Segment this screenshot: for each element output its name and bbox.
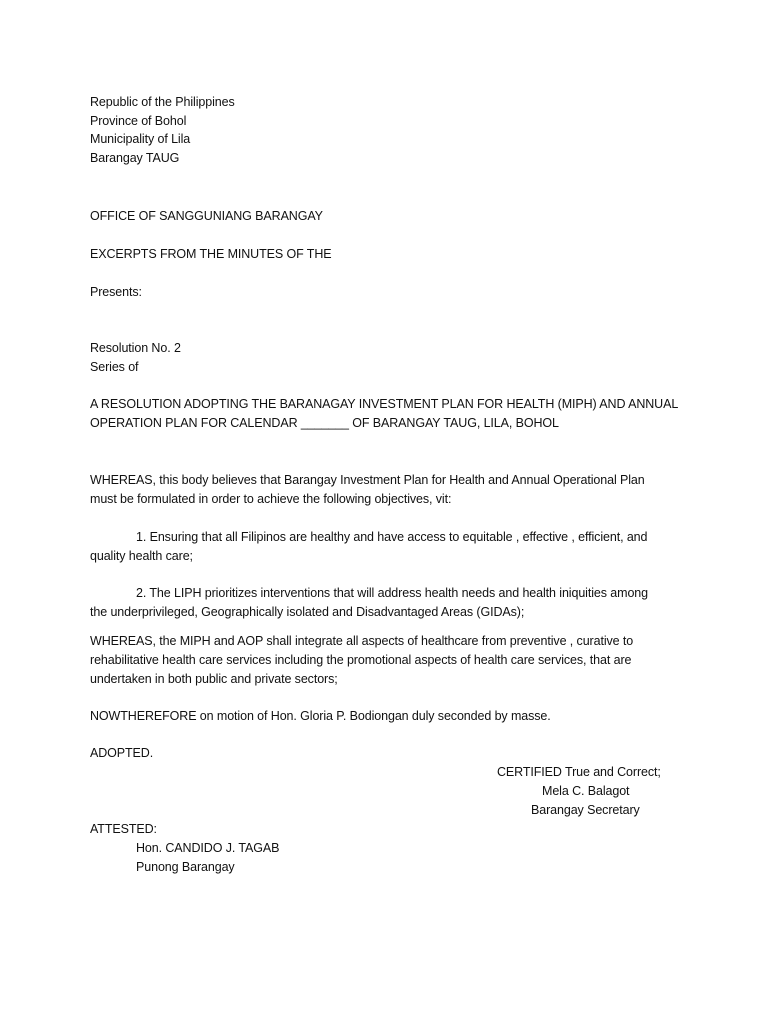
adopted-label: ADOPTED. <box>90 746 154 760</box>
resolution-title-line-2: OPERATION PLAN FOR CALENDAR _______ OF BARANGAY TAUG, LILA, BOHOL <box>90 416 559 430</box>
header-barangay: Barangay TAUG <box>90 151 180 165</box>
presents-label: Presents: <box>90 285 142 299</box>
whereas-1-line-2: must be formulated in order to achieve the following objectives, vit: <box>90 492 452 506</box>
attested-label: ATTESTED: <box>90 822 157 836</box>
excerpts-heading: EXCERPTS FROM THE MINUTES OF THE <box>90 247 332 261</box>
resolution-number: Resolution No. 2 <box>90 341 181 355</box>
header-municipality: Municipality of Lila <box>90 132 191 146</box>
whereas-2-line-2: rehabilitative health care services including the promotional aspects of health care services, that are <box>90 653 632 667</box>
nowtherefore-clause: NOWTHEREFORE on motion of Hon. Gloria P. Bodiongan duly seconded by masse. <box>90 709 551 723</box>
whereas-1-line-1: WHEREAS, this body believes that Barangay Investment Plan for Health and Annual Operational Plan <box>90 473 645 487</box>
captain-position: Punong Barangay <box>136 860 235 874</box>
header-province: Province of Bohol <box>90 114 187 128</box>
whereas-2-line-1: WHEREAS, the MIPH and AOP shall integrate all aspects of healthcare from preventive , curative to <box>90 634 634 648</box>
certified-label: CERTIFIED True and Correct; <box>497 765 661 779</box>
secretary-position: Barangay Secretary <box>531 803 640 817</box>
objective-2-line-1: 2. The LIPH prioritizes interventions that will address health needs and health iniquities among <box>136 586 649 600</box>
header-country: Republic of the Philippines <box>90 95 235 109</box>
secretary-name: Mela C. Balagot <box>542 784 630 798</box>
objective-1-line-2: quality health care; <box>90 549 193 563</box>
resolution-series: Series of <box>90 360 139 374</box>
whereas-2-line-3: undertaken in both public and private sectors; <box>90 672 338 686</box>
resolution-title-line-1: A RESOLUTION ADOPTING THE BARANAGAY INVESTMENT PLAN FOR HEALTH (MIPH) AND ANNUAL <box>90 397 679 411</box>
objective-1-line-1: 1. Ensuring that all Filipinos are healthy and have access to equitable , effective , efficient, and <box>136 530 648 544</box>
captain-name: Hon. CANDIDO J. TAGAB <box>136 841 280 855</box>
office-heading: OFFICE OF SANGGUNIANG BARANGAY <box>90 209 323 223</box>
objective-2-line-2: the underprivileged, Geographically isolated and Disadvantaged Areas (GIDAs); <box>90 605 525 619</box>
